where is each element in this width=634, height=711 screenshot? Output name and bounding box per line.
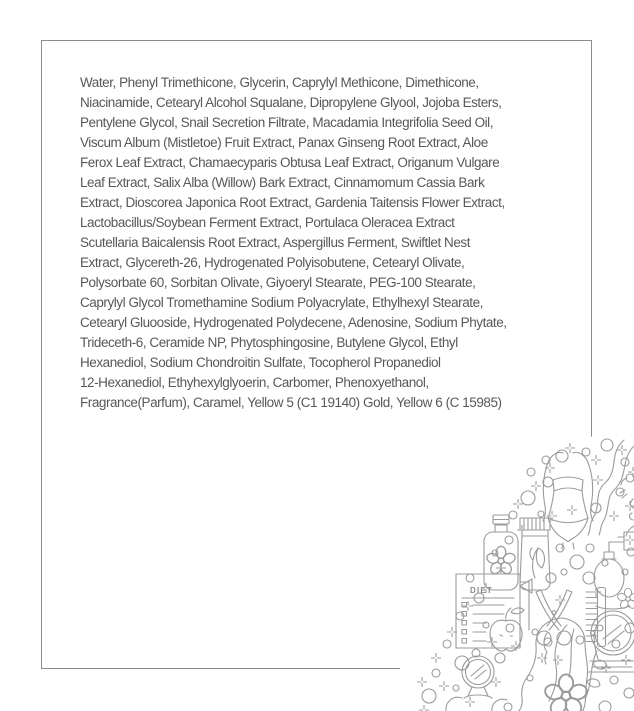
diet-label: DIET	[470, 586, 494, 595]
ingredients-line: Fragrance(Parfum), Caramel, Yellow 5 (C1 19140) Gold, Yellow 6 (C 15985)	[80, 395, 502, 410]
ingredients-line: Extract, Dioscorea Japonica Root Extract, Gardenia Taitensis Flower Extract,	[80, 195, 505, 210]
ingredients-line: Polysorbate 60, Sorbitan Olivate, Giyoeryl Stearate, PEG-100 Stearate,	[80, 275, 476, 290]
ingredients-line: Pentylene Glycol, Snail Secretion Filtrate, Macadamia Integrifolia Seed Oil,	[80, 115, 494, 130]
ingredients-line: Leaf Extract, Salix Alba (Willow) Bark Extract, Cinnamomum Cassia Bark	[80, 175, 485, 190]
ingredients-line: Niacinamide, Cetearyl Alcohol Squalane, Dipropylene Glyool, Jojoba Esters,	[80, 95, 502, 110]
ingredients-line: Viscum Album (Mistletoe) Fruit Extract, Panax Ginseng Root Extract, Aloe	[80, 135, 488, 150]
ingredients-line: 12-Hexanediol, Ethyhexylglyoerin, Carbomer, Phenoxyethanol,	[80, 375, 429, 390]
ingredients-line: Water, Phenyl Trimethicone, Glycerin, Caprylyl Methicone, Dimethicone,	[80, 75, 479, 90]
ingredients-line: Extract, Glycereth-26, Hydrogenated Polyisobutene, Cetearyl Olivate,	[80, 255, 465, 270]
ingredients-line: Ferox Leaf Extract, Chamaecyparis Obtusa Leaf Extract, Origanum Vulgare	[80, 155, 500, 170]
ingredients-line: Cetearyl Gluooside, Hydrogenated Polydecene, Adenosine, Sodium Phytate,	[80, 315, 507, 330]
beauty-illustration	[400, 420, 634, 711]
ingredients-line: Hexanediol, Sodium Chondroitin Sulfate, Tocopherol Propanediol	[80, 355, 441, 370]
ingredients-line: Scutellaria Baicalensis Root Extract, Aspergillus Ferment, Swiftlet Nest	[80, 235, 471, 250]
ingredients-line: Lactobacillus/Soybean Ferment Extract, Portulaca Oleracea Extract	[80, 215, 455, 230]
ingredients-text	[80, 73, 580, 413]
ingredients-line: Caprylyl Glycol Tromethamine Sodium Polyacrylate, Ethylhexyl Stearate,	[80, 295, 483, 310]
ingredients-line: Trideceth-6, Ceramide NP, Phytosphingosine, Butylene Glycol, Ethyl	[80, 335, 458, 350]
